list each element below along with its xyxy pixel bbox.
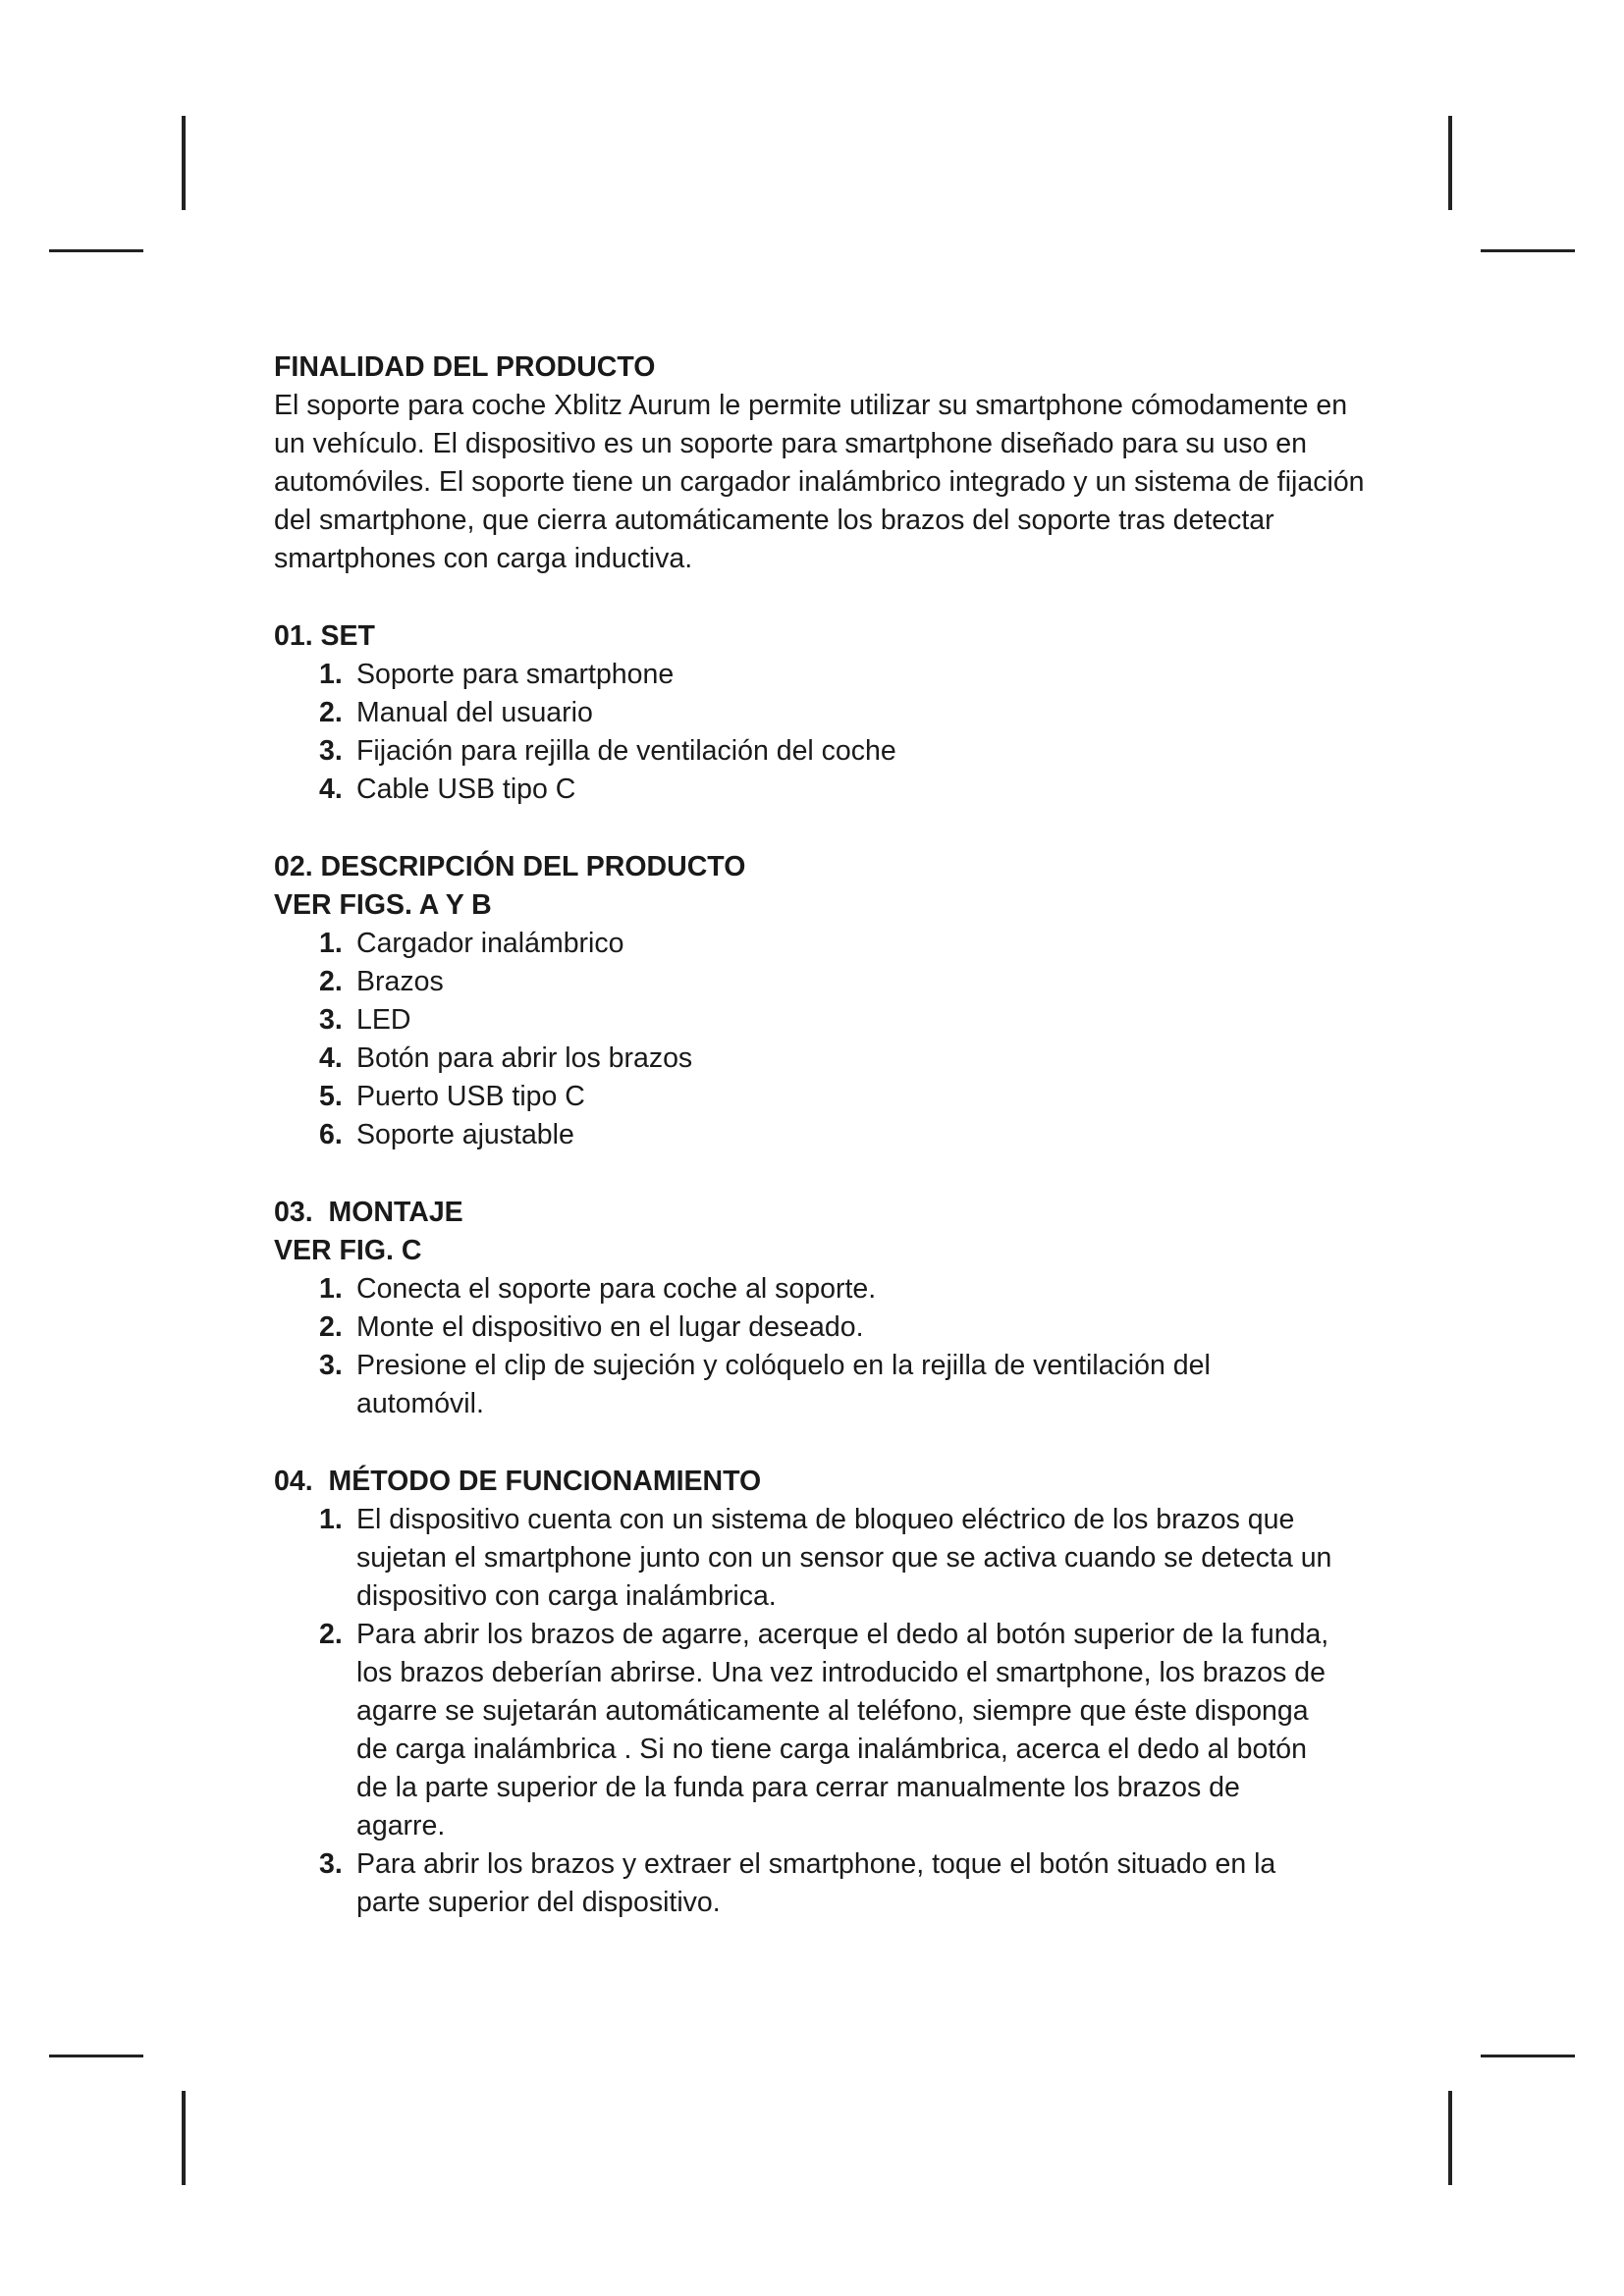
crop-mark-top-left-horizontal bbox=[49, 249, 143, 252]
item-text: Monte el dispositivo en el lugar deseado. bbox=[356, 1311, 864, 1343]
assembly-section bbox=[274, 1194, 1374, 1423]
set-heading: 01. SET bbox=[274, 620, 375, 652]
crop-mark-top-left-vertical bbox=[182, 116, 186, 210]
list-item bbox=[319, 656, 1374, 694]
item-text: El dispositivo cuenta con un sistema de bloqueo eléctrico de los brazos que sujetan el smartphone junto con un sensor que se activa cuando se detecta un dispositivo con carga inalámbrica. bbox=[356, 1504, 1332, 1612]
item-text: Soporte para smartphone bbox=[356, 659, 675, 690]
description-subheading: VER FIGS. A Y B bbox=[274, 889, 492, 921]
item-number: 3. bbox=[319, 1350, 343, 1381]
item-number: 2. bbox=[319, 966, 343, 997]
list-item bbox=[319, 1308, 1374, 1347]
item-text: LED bbox=[356, 1004, 411, 1036]
item-number: 2. bbox=[319, 1619, 343, 1650]
assembly-subheading: VER FIG. C bbox=[274, 1235, 422, 1266]
operation-section bbox=[274, 1463, 1374, 1922]
description-heading: 02. DESCRIPCIÓN DEL PRODUCTO bbox=[274, 851, 746, 882]
item-number: 6. bbox=[319, 1119, 343, 1150]
list-item bbox=[319, 1270, 1374, 1308]
item-number: 4. bbox=[319, 1042, 343, 1074]
list-item bbox=[319, 1845, 1374, 1922]
purpose-section bbox=[274, 348, 1374, 578]
crop-mark-bottom-left-vertical bbox=[182, 2091, 186, 2185]
crop-mark-top-right-vertical bbox=[1448, 116, 1452, 210]
item-text: Para abrir los brazos y extraer el smartphone, toque el botón situado en la parte superior del dispositivo. bbox=[356, 1848, 1276, 1918]
crop-mark-bottom-left-horizontal bbox=[49, 2055, 143, 2057]
item-number: 4. bbox=[319, 774, 343, 805]
item-text: Cable USB tipo C bbox=[356, 774, 576, 805]
list-item bbox=[319, 1116, 1374, 1154]
item-number: 5. bbox=[319, 1081, 343, 1112]
item-number: 1. bbox=[319, 928, 343, 959]
item-text: Manual del usuario bbox=[356, 697, 593, 728]
description-list bbox=[274, 925, 1374, 1154]
crop-mark-bottom-right-horizontal bbox=[1481, 2055, 1575, 2057]
item-text: Botón para abrir los brazos bbox=[356, 1042, 693, 1074]
list-item bbox=[319, 963, 1374, 1001]
assembly-list bbox=[274, 1270, 1374, 1423]
item-number: 3. bbox=[319, 1848, 343, 1880]
item-text: Conecta el soporte para coche al soporte. bbox=[356, 1273, 877, 1305]
set-section bbox=[274, 617, 1374, 809]
item-text: Puerto USB tipo C bbox=[356, 1081, 585, 1112]
item-number: 3. bbox=[319, 735, 343, 767]
list-item bbox=[319, 925, 1374, 963]
purpose-heading: FINALIDAD DEL PRODUCTO bbox=[274, 351, 656, 383]
assembly-heading: 03. MONTAJE bbox=[274, 1197, 463, 1228]
item-text: Soporte ajustable bbox=[356, 1119, 574, 1150]
list-item bbox=[319, 1347, 1374, 1423]
item-number: 3. bbox=[319, 1004, 343, 1036]
item-text: Cargador inalámbrico bbox=[356, 928, 624, 959]
operation-list bbox=[274, 1501, 1374, 1922]
list-item bbox=[319, 771, 1374, 809]
operation-heading: 04. MÉTODO DE FUNCIONAMIENTO bbox=[274, 1466, 762, 1497]
item-text: Brazos bbox=[356, 966, 444, 997]
description-section bbox=[274, 848, 1374, 1154]
item-number: 1. bbox=[319, 659, 343, 690]
crop-mark-bottom-right-vertical bbox=[1448, 2091, 1452, 2185]
crop-mark-top-right-horizontal bbox=[1481, 249, 1575, 252]
item-text: Presione el clip de sujeción y colóquelo en la rejilla de ventilación del automóvil. bbox=[356, 1350, 1211, 1419]
item-number: 2. bbox=[319, 1311, 343, 1343]
item-number: 1. bbox=[319, 1273, 343, 1305]
item-text: Fijación para rejilla de ventilación del coche bbox=[356, 735, 896, 767]
item-text: Para abrir los brazos de agarre, acerque el dedo al botón superior de la funda, los brazos deberían abrirse. Una vez introducido el smartphone, los brazos de agarre se sujetarán automáticamente al teléfono, siempre que éste disponga de carga inalámbrica . Si no tiene carga inalámbrica, acerca el dedo al botón de la parte superior de la funda para cerrar manualmente los brazos de agarre. bbox=[356, 1619, 1329, 1842]
list-item bbox=[319, 694, 1374, 732]
list-item bbox=[319, 1501, 1374, 1616]
list-item bbox=[319, 732, 1374, 771]
list-item bbox=[319, 1040, 1374, 1078]
item-number: 1. bbox=[319, 1504, 343, 1535]
purpose-text: El soporte para coche Xblitz Aurum le permite utilizar su smartphone cómodamente en un vehículo. El dispositivo es un soporte para smartphone diseñado para su uso en automóviles. El soporte tiene un cargador inalámbrico integrado y un sistema de fijación del smartphone, que cierra automáticamente los brazos del soporte tras detectar smartphones con carga inductiva. bbox=[274, 390, 1365, 574]
item-number: 2. bbox=[319, 697, 343, 728]
list-item bbox=[319, 1001, 1374, 1040]
list-item bbox=[319, 1078, 1374, 1116]
list-item bbox=[319, 1616, 1374, 1845]
document-body bbox=[274, 348, 1374, 1922]
set-list bbox=[274, 656, 1374, 809]
